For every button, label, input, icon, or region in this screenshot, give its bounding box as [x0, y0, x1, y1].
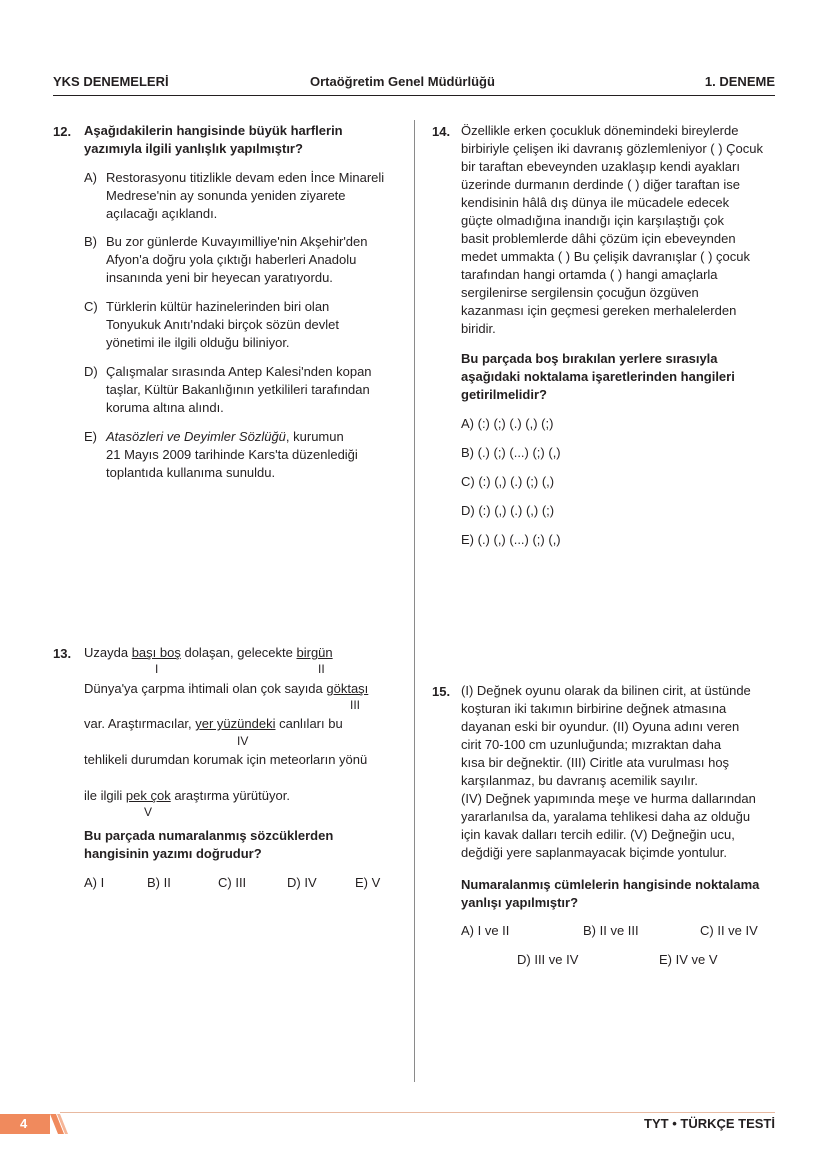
- option-d[interactable]: D) IV: [287, 875, 317, 890]
- roman-numeral-5: V: [144, 805, 153, 819]
- header-exam-series: YKS DENEMELERİ: [53, 74, 169, 89]
- question-number: 14.: [432, 124, 451, 139]
- header-exam-number: 1. DENEME: [704, 74, 775, 89]
- question-stem: Bu parçada boş bırakılan yerlere sırasıyla aşağıdaki noktalama işaretlerinden hangileri getirilmelidir?: [461, 351, 735, 402]
- question-number: 13.: [53, 646, 72, 661]
- option-b[interactable]: B) II: [147, 875, 171, 890]
- option-b[interactable]: B) II ve III: [583, 923, 639, 938]
- option-c[interactable]: C) III: [218, 875, 247, 890]
- option-d[interactable]: D) (:) (,) (.) (,) (;): [461, 503, 555, 518]
- numbered-word-4: yer yüzündeki: [195, 716, 276, 731]
- question-stem-line: yazımıyla ilgili yanlışlık yapılmıştır?: [84, 141, 303, 156]
- option-a[interactable]: A) I ve II: [461, 923, 510, 938]
- footer-title: TYT • TÜRKÇE TESTİ: [644, 1116, 775, 1131]
- option-b[interactable]: B) (.) (;) (...) (;) (,): [461, 445, 561, 460]
- option-d[interactable]: D) III ve IV: [517, 952, 579, 967]
- roman-numeral-1: I: [155, 662, 159, 676]
- option-e[interactable]: E) V: [355, 875, 381, 890]
- question-stem-line: Aşağıdakilerin hangisinde büyük harflerin: [84, 123, 343, 138]
- header-ministry: Ortaöğretim Genel Müdürlüğü: [310, 74, 495, 89]
- option-text: Restorasyonu titizlikle devam eden İnce Minareli Medrese'nin ay sonunda yeniden ziyarete açılacağı açıklandı.: [106, 170, 385, 221]
- passage-line: Uzayda başı boş dolaşan, gelecekte birgün: [84, 645, 333, 660]
- passage-line: Dünya'ya çarpma ihtimali olan çok sayıda göktaşı: [84, 681, 369, 696]
- numbered-word-5: pek çok: [125, 788, 171, 803]
- option-letter: E): [84, 429, 97, 444]
- option-c[interactable]: C) II ve IV: [700, 923, 758, 938]
- option-e[interactable]: E) IV ve V: [659, 952, 718, 967]
- header-rule: [53, 95, 775, 96]
- numbered-word-2: birgün: [296, 645, 333, 660]
- option-text: Türklerin kültür hazinelerinden biri olan Tonyukuk Anıtı'ndaki birçok sözün devlet yönetimi ile ilgili olduğu biliniyor.: [106, 299, 340, 350]
- passage-line: var. Araştırmacılar, yer yüzündeki canlıları bu: [84, 716, 343, 731]
- passage: (I) Değnek oyunu olarak da bilinen cirit, at üstünde koşturan iki takımın birbirine değnek atmasına dayanan eski bir oyundur. (II) Oyuna adını veren cirit 70-100 cm uzunluğunda; mızraktan daha kısa bir değnektir. (III) Ciritle ata vurulması hoş karşılanmaz, bu davranış acemilik sayılır. (IV) Değnek yapımında meşe ve hurma dallarından yararlanılsa da, yaralama tehlikesi daha az olduğu için kavak dalları tercih edilir. (V) Değneğin ucu, değdiği yere saplanmayacak biçimde yontulur.: [461, 683, 756, 860]
- passage-line: ile ilgili pek çok araştırma yürütüyor.: [84, 788, 290, 803]
- option-text: Çalışmalar sırasında Antep Kalesi'nden kopan taşlar, Kültür Bakanlığının yetkilileri tarafından koruma altına alındı.: [106, 364, 372, 415]
- decorative-stripes-icon: [44, 1110, 68, 1136]
- option-letter: C): [84, 299, 98, 314]
- roman-numeral-2: II: [318, 662, 325, 676]
- page-number: 4: [20, 1116, 28, 1131]
- question-stem: Numaralanmış cümlelerin hangisinde noktalama yanlışı yapılmıştır?: [461, 877, 760, 910]
- footer-rule: [60, 1112, 775, 1113]
- passage-line: tehlikeli durumdan korumak için meteorların yönü: [84, 752, 368, 767]
- option-a[interactable]: A) (:) (;) (.) (,) (;): [461, 416, 554, 431]
- question-number: 12.: [53, 124, 72, 139]
- passage: Özellikle erken çocukluk dönemindeki bireylerde birbiriyle çelişen iki davranış gözlemleniyor ( ) Çocuk bir taraftan ebeveynden uzaklaşıp kendi ayakları üzerinde durmanın derdinde ( ) diğer taraftan ise kendisinin hâlâ dış dünya ile mücadele edecek güçte olmadığına inandığı için karşılaştığı çok basit problemlerde dâhi çözüm için ebeveynden medet ummakta ( ) Bu çelişik davranışlar ( ) çocuk tarafından hangi ortamda ( ) hangi amaçlarla sergilenirse sergilensin çocuğun özgüven kazanması için geçmesi gereken merhalelerden biridir.: [461, 123, 763, 336]
- option-text: Atasözleri ve Deyimler Sözlüğü, kurumun 21 Mayıs 2009 tarihinde Kars'ta düzenlediği toplantıda kullanıma sunuldu.: [106, 429, 358, 480]
- numbered-word-1: başı boş: [131, 645, 181, 660]
- column-divider: [414, 120, 415, 1082]
- option-letter: B): [84, 234, 97, 249]
- option-e[interactable]: E) (.) (,) (...) (;) (,): [461, 532, 561, 547]
- numbered-word-3: göktaşı: [326, 681, 369, 696]
- question-number: 15.: [432, 684, 451, 699]
- roman-numeral-3: III: [350, 698, 361, 712]
- option-text: Bu zor günlerde Kuvayımilliye'nin Akşehir'den Afyon'a doğru yola çıktığı haberleri Anadolu insanında yeni bir heyecan yaratıyordu.: [106, 234, 368, 285]
- question-stem-line: hangisinin yazımı doğrudur?: [84, 846, 262, 861]
- option-letter: D): [84, 364, 98, 379]
- option-a[interactable]: A) I: [84, 875, 105, 890]
- option-c[interactable]: C) (:) (,) (.) (;) (,): [461, 474, 555, 489]
- option-letter: A): [84, 170, 97, 185]
- question-stem-line: Bu parçada numaralanmış sözcüklerden: [84, 828, 334, 843]
- roman-numeral-4: IV: [237, 734, 249, 748]
